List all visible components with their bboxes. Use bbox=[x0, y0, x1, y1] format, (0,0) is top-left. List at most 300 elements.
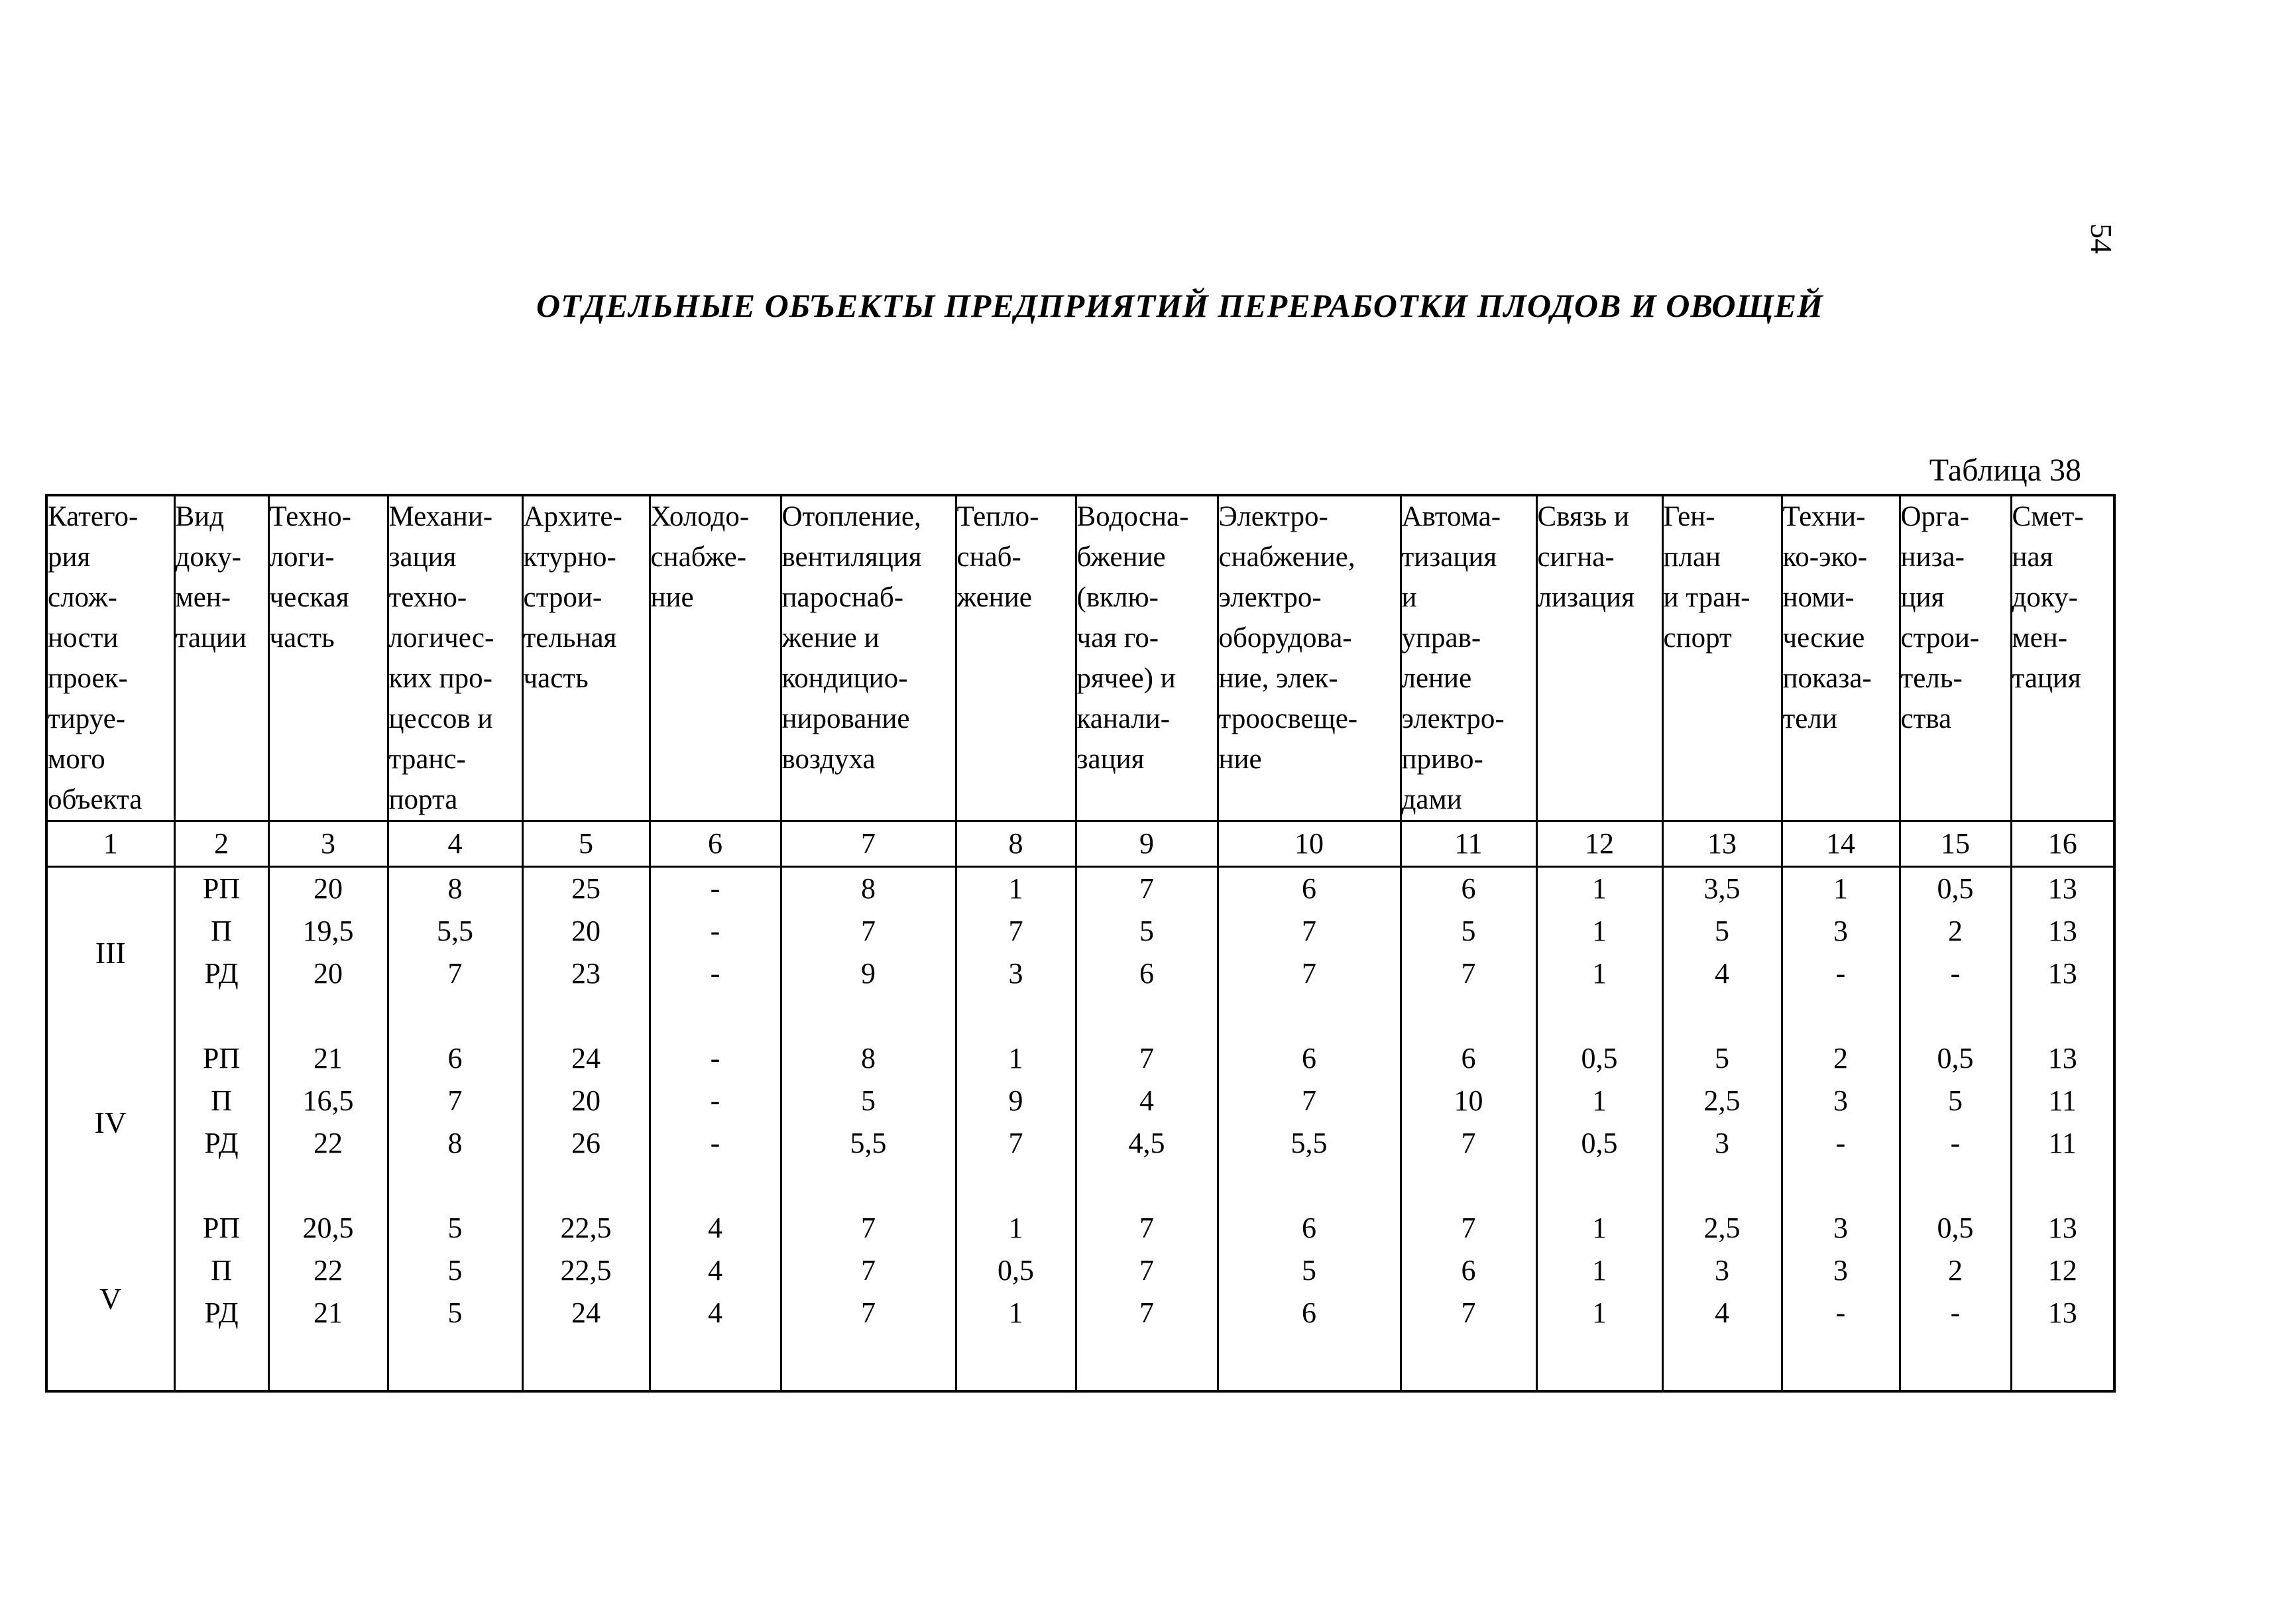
table-row bbox=[46, 952, 2114, 995]
value-cell: 0,5 bbox=[1900, 1037, 2011, 1080]
value-cell: 5 bbox=[1900, 1080, 2011, 1122]
column-number: 9 bbox=[1076, 821, 1218, 867]
header-text: снаб- bbox=[956, 542, 1021, 573]
value-cell: 13 bbox=[2011, 952, 2114, 995]
value-cell: 1 bbox=[956, 1292, 1076, 1334]
value-cell: 8 bbox=[388, 867, 522, 911]
header-cell-12 bbox=[1536, 495, 1662, 821]
header-text: управ- bbox=[1401, 622, 1481, 654]
header-text: Отопление, bbox=[781, 501, 921, 532]
doc-type-cell: РП bbox=[174, 867, 268, 911]
header-text: Техно- bbox=[269, 501, 351, 532]
empty-cell bbox=[650, 1334, 781, 1391]
header-text: дами bbox=[1401, 784, 1462, 815]
value-cell: 6 bbox=[1218, 867, 1401, 911]
empty-cell bbox=[1536, 1334, 1662, 1391]
header-text: лизация bbox=[1537, 582, 1635, 613]
header-text: номи- bbox=[1782, 582, 1855, 613]
header-cell-14 bbox=[1782, 495, 1900, 821]
empty-cell bbox=[268, 1165, 388, 1207]
column-number: 15 bbox=[1900, 821, 2011, 867]
empty-cell bbox=[1782, 1165, 1900, 1207]
empty-cell bbox=[1401, 1165, 1536, 1207]
value-cell: 8 bbox=[781, 1037, 956, 1080]
header-text: доку- bbox=[175, 542, 241, 573]
value-cell: 8 bbox=[388, 1122, 522, 1165]
column-number: 10 bbox=[1218, 821, 1401, 867]
value-cell: 5 bbox=[388, 1292, 522, 1334]
value-cell: 0,5 bbox=[1900, 1207, 2011, 1249]
empty-cell bbox=[1076, 1165, 1218, 1207]
value-cell: - bbox=[650, 1037, 781, 1080]
header-text: снабже- bbox=[650, 542, 747, 573]
header-text: Техни- bbox=[1782, 501, 1866, 532]
value-cell: 6 bbox=[1401, 1037, 1536, 1080]
empty-cell bbox=[1782, 995, 1900, 1037]
value-cell: 20 bbox=[268, 952, 388, 995]
value-cell: 2,5 bbox=[1662, 1207, 1782, 1249]
value-cell: 5 bbox=[388, 1249, 522, 1292]
header-text: ние bbox=[650, 582, 694, 613]
header-cell-11 bbox=[1401, 495, 1536, 821]
header-cell-13 bbox=[1662, 495, 1782, 821]
header-text: (вклю- bbox=[1076, 582, 1159, 613]
value-cell: 7 bbox=[781, 1292, 956, 1334]
header-text: ная bbox=[2012, 542, 2053, 573]
header-cell-16 bbox=[2011, 495, 2114, 821]
value-cell: 5 bbox=[388, 1207, 522, 1249]
empty-cell bbox=[1218, 995, 1401, 1037]
value-cell: 2 bbox=[1900, 910, 2011, 952]
header-text: ко-эко- bbox=[1782, 542, 1868, 573]
value-cell: 20,5 bbox=[268, 1207, 388, 1249]
value-cell: 3 bbox=[1662, 1249, 1782, 1292]
value-cell: 7 bbox=[1401, 1122, 1536, 1165]
value-cell: 7 bbox=[956, 1122, 1076, 1165]
value-cell: 8 bbox=[781, 867, 956, 911]
column-number: 1 bbox=[46, 821, 174, 867]
table-row bbox=[46, 1037, 2114, 1080]
header-text: ства bbox=[1900, 703, 1952, 734]
header-text: жение и bbox=[781, 622, 880, 654]
value-cell: 7 bbox=[1076, 867, 1218, 911]
empty-cell bbox=[388, 995, 522, 1037]
header-cell-5 bbox=[522, 495, 650, 821]
empty-cell bbox=[1536, 1165, 1662, 1207]
header-text: Орга- bbox=[1900, 501, 1970, 532]
value-cell: 7 bbox=[388, 1080, 522, 1122]
empty-cell bbox=[1218, 1334, 1401, 1391]
value-cell: 7 bbox=[388, 952, 522, 995]
empty-cell bbox=[650, 995, 781, 1037]
value-cell: 3 bbox=[1782, 1207, 1900, 1249]
header-text: ческая bbox=[269, 582, 349, 613]
value-cell: 0,5 bbox=[1536, 1037, 1662, 1080]
value-cell: 22,5 bbox=[522, 1207, 650, 1249]
value-cell: 0,5 bbox=[956, 1249, 1076, 1292]
value-cell: 1 bbox=[1536, 952, 1662, 995]
value-cell: 3,5 bbox=[1662, 867, 1782, 911]
table-row bbox=[46, 1292, 2114, 1334]
empty-cell bbox=[1900, 1165, 2011, 1207]
column-number: 13 bbox=[1662, 821, 1782, 867]
value-cell: 1 bbox=[1536, 1080, 1662, 1122]
header-text: Холодо- bbox=[650, 501, 750, 532]
value-cell: 5,5 bbox=[781, 1122, 956, 1165]
value-cell: 7 bbox=[1218, 1080, 1401, 1122]
header-text: спорт bbox=[1663, 622, 1732, 654]
header-text: мен- bbox=[2012, 622, 2068, 654]
table-row bbox=[46, 867, 2114, 911]
value-cell: - bbox=[1782, 1292, 1900, 1334]
value-cell: 7 bbox=[781, 1249, 956, 1292]
empty-cell bbox=[781, 995, 956, 1037]
value-cell: 5,5 bbox=[388, 910, 522, 952]
value-cell: 4 bbox=[1662, 952, 1782, 995]
header-text: троосвеще- bbox=[1218, 703, 1358, 734]
value-cell: 22,5 bbox=[522, 1249, 650, 1292]
value-cell: 19,5 bbox=[268, 910, 388, 952]
header-text: электро- bbox=[1401, 703, 1505, 734]
value-cell: 3 bbox=[956, 952, 1076, 995]
table-label: Таблица 38 bbox=[1929, 453, 2081, 488]
header-text: мен- bbox=[175, 582, 231, 613]
empty-cell bbox=[1662, 1165, 1782, 1207]
value-cell: 20 bbox=[522, 1080, 650, 1122]
header-text: зация bbox=[1076, 744, 1145, 775]
header-text: техно- bbox=[388, 582, 467, 613]
category-label: III bbox=[95, 935, 126, 970]
document-title: ОТДЕЛЬНЫЕ ОБЪЕКТЫ ПРЕДПРИЯТИЙ ПЕРЕРАБОТКИ ПЛОДОВ И ОВОЩЕЙ bbox=[536, 287, 1824, 324]
header-text: ности bbox=[48, 622, 119, 654]
header-text: низа- bbox=[1900, 542, 1965, 573]
value-cell: - bbox=[650, 1122, 781, 1165]
header-text: приво- bbox=[1401, 744, 1483, 775]
value-cell: 7 bbox=[1401, 1292, 1536, 1334]
spacer-row bbox=[46, 1165, 2114, 1207]
header-text: снабжение, bbox=[1218, 542, 1355, 573]
header-text: логи- bbox=[269, 542, 335, 573]
header-text: жение bbox=[956, 582, 1032, 613]
header-text: Электро- bbox=[1218, 501, 1328, 532]
header-text: и bbox=[1401, 582, 1417, 613]
value-cell: - bbox=[1900, 1122, 2011, 1165]
value-cell: 11 bbox=[2011, 1122, 2114, 1165]
header-text: Механи- bbox=[388, 501, 493, 532]
column-number: 11 bbox=[1401, 821, 1536, 867]
doc-type-cell: РП bbox=[174, 1037, 268, 1080]
value-cell: 13 bbox=[2011, 1292, 2114, 1334]
empty-cell bbox=[1900, 1334, 2011, 1391]
header-text: мого bbox=[48, 744, 105, 775]
column-number: 12 bbox=[1536, 821, 1662, 867]
value-cell: 2 bbox=[1782, 1037, 1900, 1080]
value-cell: 21 bbox=[268, 1292, 388, 1334]
value-cell: 7 bbox=[781, 910, 956, 952]
category-cell bbox=[46, 867, 174, 1038]
empty-cell bbox=[268, 995, 388, 1037]
value-cell: 1 bbox=[1536, 1207, 1662, 1249]
value-cell: 23 bbox=[522, 952, 650, 995]
value-cell: 5 bbox=[1662, 910, 1782, 952]
header-text: тельная bbox=[523, 622, 617, 654]
header-text: и тран- bbox=[1663, 582, 1751, 613]
header-text: Вид bbox=[175, 501, 225, 532]
header-text: бжение bbox=[1076, 542, 1166, 573]
column-number: 8 bbox=[956, 821, 1076, 867]
value-cell: 13 bbox=[2011, 1037, 2114, 1080]
header-cell-9 bbox=[1076, 495, 1218, 821]
column-number: 7 bbox=[781, 821, 956, 867]
value-cell: 4,5 bbox=[1076, 1122, 1218, 1165]
data-table bbox=[45, 494, 2116, 1393]
value-cell: - bbox=[1900, 952, 2011, 995]
header-text: рячее) и bbox=[1076, 663, 1176, 694]
value-cell: 4 bbox=[1662, 1292, 1782, 1334]
value-cell: 20 bbox=[522, 910, 650, 952]
value-cell: 1 bbox=[1536, 1292, 1662, 1334]
header-text: ких про- bbox=[388, 663, 492, 694]
value-cell: 7 bbox=[1218, 952, 1401, 995]
header-text: кондицио- bbox=[781, 663, 908, 694]
header-text: Автома- bbox=[1401, 501, 1501, 532]
header-text: вентиляция bbox=[781, 542, 922, 573]
column-number: 6 bbox=[650, 821, 781, 867]
empty-cell bbox=[1076, 1334, 1218, 1391]
value-cell: 6 bbox=[1218, 1292, 1401, 1334]
value-cell: 21 bbox=[268, 1037, 388, 1080]
header-text: Тепло- bbox=[956, 501, 1039, 532]
value-cell: 3 bbox=[1782, 1249, 1900, 1292]
header-text: воздуха bbox=[781, 744, 876, 775]
header-text: оборудова- bbox=[1218, 622, 1352, 654]
value-cell: - bbox=[1782, 952, 1900, 995]
value-cell: 24 bbox=[522, 1037, 650, 1080]
value-cell: - bbox=[650, 867, 781, 911]
value-cell: 6 bbox=[1401, 867, 1536, 911]
category-label: V bbox=[99, 1281, 122, 1316]
empty-cell bbox=[1782, 1334, 1900, 1391]
value-cell: 6 bbox=[1218, 1207, 1401, 1249]
header-text: рия bbox=[48, 542, 91, 573]
empty-cell bbox=[1218, 1165, 1401, 1207]
value-cell: 5 bbox=[1218, 1249, 1401, 1292]
header-text: тели bbox=[1782, 703, 1837, 734]
value-cell: 1 bbox=[1782, 867, 1900, 911]
empty-cell bbox=[2011, 1334, 2114, 1391]
empty-cell bbox=[781, 1334, 956, 1391]
header-text: цессов и bbox=[388, 703, 493, 734]
page-number: 54 bbox=[2085, 223, 2118, 254]
empty-cell bbox=[1401, 1334, 1536, 1391]
value-cell: 16,5 bbox=[268, 1080, 388, 1122]
value-cell: 1 bbox=[1536, 910, 1662, 952]
empty-cell bbox=[174, 1165, 268, 1207]
empty-cell bbox=[1536, 995, 1662, 1037]
header-text: ческие bbox=[1782, 622, 1865, 654]
value-cell: 26 bbox=[522, 1122, 650, 1165]
header-text: часть bbox=[523, 663, 589, 694]
doc-type-cell: П bbox=[174, 910, 268, 952]
header-text: чая го- bbox=[1076, 622, 1159, 654]
value-cell: 4 bbox=[650, 1292, 781, 1334]
header-cell-1 bbox=[46, 495, 174, 821]
value-cell: 6 bbox=[1076, 952, 1218, 995]
empty-cell bbox=[781, 1165, 956, 1207]
value-cell: 7 bbox=[1401, 1207, 1536, 1249]
value-cell: 22 bbox=[268, 1249, 388, 1292]
empty-cell bbox=[650, 1165, 781, 1207]
column-number: 5 bbox=[522, 821, 650, 867]
empty-cell bbox=[2011, 1165, 2114, 1207]
value-cell: 2,5 bbox=[1662, 1080, 1782, 1122]
header-cell-15 bbox=[1900, 495, 2011, 821]
header-text: проек- bbox=[48, 663, 128, 694]
value-cell: 9 bbox=[956, 1080, 1076, 1122]
column-number: 3 bbox=[268, 821, 388, 867]
table-row bbox=[46, 910, 2114, 952]
header-cell-10 bbox=[1218, 495, 1401, 821]
table-row bbox=[46, 1249, 2114, 1292]
header-text: тируе- bbox=[48, 703, 126, 734]
value-cell: - bbox=[1900, 1292, 2011, 1334]
value-cell: 6 bbox=[1218, 1037, 1401, 1080]
header-cell-4 bbox=[388, 495, 522, 821]
category-cell bbox=[46, 1037, 174, 1207]
value-cell: 1 bbox=[956, 1037, 1076, 1080]
header-text: Архите- bbox=[523, 501, 622, 532]
value-cell: 7 bbox=[956, 910, 1076, 952]
category-label: IV bbox=[94, 1105, 127, 1139]
doc-type-cell: П bbox=[174, 1080, 268, 1122]
value-cell: 24 bbox=[522, 1292, 650, 1334]
header-cell-2 bbox=[174, 495, 268, 821]
empty-cell bbox=[1662, 995, 1782, 1037]
header-text: порта bbox=[388, 784, 458, 815]
header-text: ция bbox=[1900, 582, 1945, 613]
doc-type-cell: П bbox=[174, 1249, 268, 1292]
header-text: Ген- bbox=[1663, 501, 1715, 532]
header-text: Водосна- bbox=[1076, 501, 1189, 532]
header-text: тация bbox=[2012, 663, 2081, 694]
header-text: показа- bbox=[1782, 663, 1872, 694]
header-text: объекта bbox=[48, 784, 143, 815]
header-text: план bbox=[1663, 542, 1721, 573]
header-text: нирование bbox=[781, 703, 910, 734]
column-number: 4 bbox=[388, 821, 522, 867]
table-row bbox=[46, 1080, 2114, 1122]
empty-cell bbox=[2011, 995, 2114, 1037]
value-cell: 7 bbox=[1076, 1292, 1218, 1334]
empty-cell bbox=[522, 1165, 650, 1207]
value-cell: 6 bbox=[1401, 1249, 1536, 1292]
column-number: 16 bbox=[2011, 821, 2114, 867]
header-cell-7 bbox=[781, 495, 956, 821]
value-cell: 13 bbox=[2011, 910, 2114, 952]
empty-cell bbox=[956, 1334, 1076, 1391]
header-text: Катего- bbox=[48, 501, 139, 532]
column-number-row bbox=[46, 821, 2114, 867]
empty-cell bbox=[174, 995, 268, 1037]
value-cell: 0,5 bbox=[1900, 867, 2011, 911]
value-cell: 4 bbox=[650, 1207, 781, 1249]
value-cell: - bbox=[650, 1080, 781, 1122]
value-cell: 7 bbox=[781, 1207, 956, 1249]
header-text: пароснаб- bbox=[781, 582, 904, 613]
value-cell: 1 bbox=[956, 1207, 1076, 1249]
doc-type-cell: РП bbox=[174, 1207, 268, 1249]
empty-cell bbox=[388, 1165, 522, 1207]
column-number: 2 bbox=[174, 821, 268, 867]
value-cell: - bbox=[650, 910, 781, 952]
doc-type-cell: РД bbox=[174, 1292, 268, 1334]
header-text: сигна- bbox=[1537, 542, 1615, 573]
doc-type-cell: РД bbox=[174, 952, 268, 995]
header-text: логичес- bbox=[388, 622, 494, 654]
empty-cell bbox=[1401, 995, 1536, 1037]
value-cell: 1 bbox=[1536, 1249, 1662, 1292]
header-text: зация bbox=[388, 542, 457, 573]
empty-cell bbox=[1662, 1334, 1782, 1391]
table-row bbox=[46, 1122, 2114, 1165]
value-cell: 7 bbox=[1076, 1207, 1218, 1249]
empty-cell bbox=[1076, 995, 1218, 1037]
value-cell: 10 bbox=[1401, 1080, 1536, 1122]
empty-cell bbox=[388, 1334, 522, 1391]
value-cell: 1 bbox=[956, 867, 1076, 911]
empty-cell bbox=[522, 1334, 650, 1391]
spacer-row bbox=[46, 1334, 2114, 1391]
value-cell: 13 bbox=[2011, 867, 2114, 911]
header-row bbox=[46, 495, 2114, 821]
header-text: канали- bbox=[1076, 703, 1171, 734]
value-cell: 7 bbox=[1076, 1249, 1218, 1292]
value-cell: 25 bbox=[522, 867, 650, 911]
category-cell bbox=[46, 1207, 174, 1391]
header-text: часть bbox=[269, 622, 335, 654]
value-cell: 6 bbox=[388, 1037, 522, 1080]
value-cell: 1 bbox=[1536, 867, 1662, 911]
header-text: тации bbox=[175, 622, 247, 654]
header-text: Смет- bbox=[2012, 501, 2084, 532]
header-text: ние, элек- bbox=[1218, 663, 1338, 694]
value-cell: 5,5 bbox=[1218, 1122, 1401, 1165]
header-text: тель- bbox=[1900, 663, 1963, 694]
empty-cell bbox=[174, 1334, 268, 1391]
value-cell: 4 bbox=[650, 1249, 781, 1292]
header-cell-6 bbox=[650, 495, 781, 821]
header-text: строи- bbox=[523, 582, 603, 613]
value-cell: 12 bbox=[2011, 1249, 2114, 1292]
value-cell: 5 bbox=[1401, 910, 1536, 952]
value-cell: 9 bbox=[781, 952, 956, 995]
value-cell: 2 bbox=[1900, 1249, 2011, 1292]
value-cell: - bbox=[1782, 1122, 1900, 1165]
header-text: электро- bbox=[1218, 582, 1322, 613]
empty-cell bbox=[522, 995, 650, 1037]
value-cell: 3 bbox=[1782, 910, 1900, 952]
empty-cell bbox=[956, 995, 1076, 1037]
empty-cell bbox=[268, 1334, 388, 1391]
header-text: слож- bbox=[48, 582, 118, 613]
header-text: транс- bbox=[388, 744, 466, 775]
header-text: ление bbox=[1401, 663, 1472, 694]
doc-type-cell: РД bbox=[174, 1122, 268, 1165]
value-cell: 0,5 bbox=[1536, 1122, 1662, 1165]
value-cell: 11 bbox=[2011, 1080, 2114, 1122]
header-text: Связь и bbox=[1537, 501, 1630, 532]
header-text: доку- bbox=[2012, 582, 2078, 613]
